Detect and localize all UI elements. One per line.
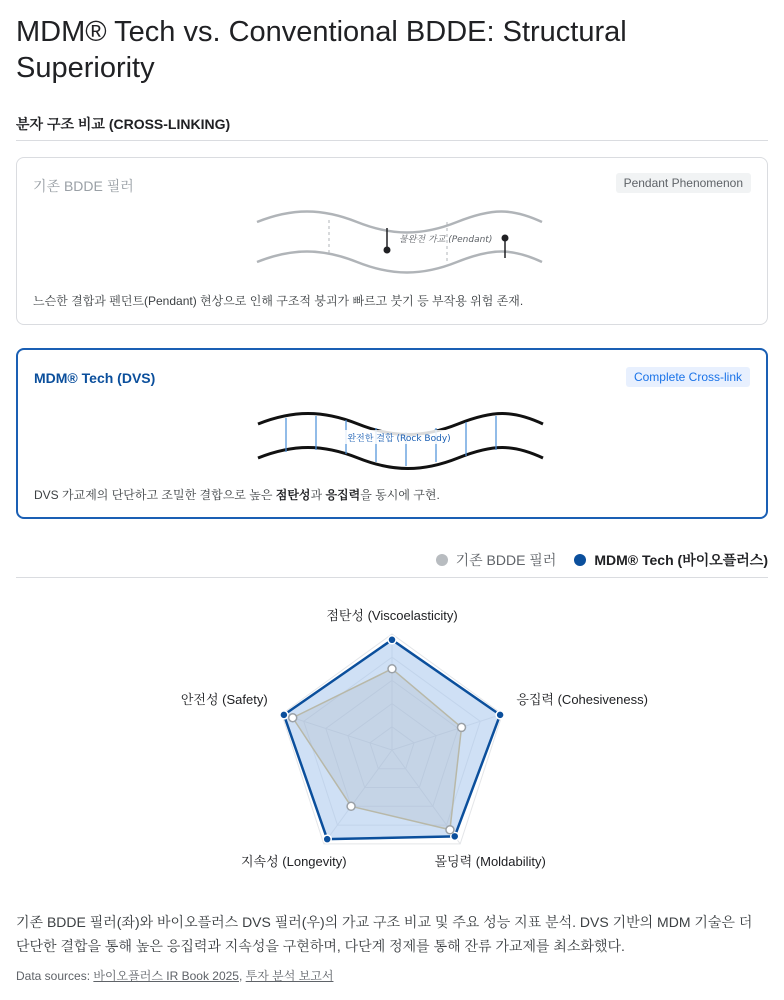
conventional-card bbox=[16, 157, 768, 325]
radar-axis-label: 지속성 (Longevity) bbox=[241, 853, 347, 869]
pendant-badge: Pendant Phenomenon bbox=[616, 173, 751, 193]
mdm-card bbox=[16, 348, 768, 519]
section-title: 분자 구조 비교 (CROSS-LINKING) bbox=[16, 116, 231, 132]
mdm-diagram-label: 완전한 결합 (Rock Body) bbox=[347, 434, 451, 444]
mdm-chain-bottom bbox=[258, 448, 543, 469]
legend-item-mdm[interactable] bbox=[574, 550, 768, 570]
source-link-ir-book[interactable]: 바이오플러스 IR Book 2025 bbox=[93, 969, 239, 983]
legend-label-conventional: 기존 BDDE 필러 bbox=[455, 552, 557, 568]
conventional-description: 느슨한 결합과 펜던트(Pendant) 현상으로 인해 구조적 붕괴가 빠르고 붓기 등 부작용 위험 존재. bbox=[33, 294, 524, 308]
mdm-description: DVS 가교제의 단단하고 조밀한 결합으로 높은 점탄성과 응집력을 동시에 구현. bbox=[34, 488, 440, 502]
mdm-structure-diagram bbox=[248, 406, 548, 470]
conventional-chain-top bbox=[257, 212, 542, 233]
radar-point-conventional bbox=[388, 665, 396, 673]
radar-point-mdm bbox=[280, 711, 288, 719]
summary-text: 기존 BDDE 필러(좌)와 바이오플러스 DVS 필러(우)의 가교 구조 비교 및 주요 성능 지표 분석. DVS 기반의 MDM 기술은 더 단단한 결합을 통해 높은 응집력과 지속성을 구현하며, 다단계 정제를 통해 잔류 가교제를 최소화했다. bbox=[16, 914, 753, 954]
radar-point-mdm bbox=[388, 636, 396, 644]
crosslink-badge: Complete Cross-link bbox=[626, 367, 750, 387]
conventional-structure-diagram bbox=[247, 210, 547, 274]
radar-point-mdm bbox=[323, 835, 331, 843]
radar-point-conventional bbox=[458, 723, 466, 731]
mdm-card-title: MDM® Tech (DVS) bbox=[34, 370, 156, 386]
legend-dot-conventional bbox=[436, 554, 448, 566]
conventional-chain-bottom bbox=[257, 252, 542, 273]
pendant-end bbox=[502, 235, 509, 242]
conventional-card-title: 기존 BDDE 필러 bbox=[33, 178, 134, 194]
radar-axis-label: 점탄성 (Viscoelasticity) bbox=[326, 608, 458, 623]
data-sources: Data sources: 바이오플러스 IR Book 2025, 투자 분석 보고서 bbox=[16, 969, 334, 983]
chart-legend bbox=[424, 550, 768, 570]
radar-axis-label: 응집력 (Cohesiveness) bbox=[516, 692, 648, 708]
radar-point-mdm bbox=[496, 711, 504, 719]
legend-dot-mdm bbox=[574, 554, 586, 566]
pendant-end bbox=[384, 247, 391, 254]
source-link-report[interactable]: 투자 분석 보고서 bbox=[245, 969, 334, 983]
radar-axis-label: 안전성 (Safety) bbox=[180, 692, 268, 708]
page-title: MDM® Tech vs. Conventional BDDE: Structural Superiority bbox=[16, 16, 627, 84]
pendant-label: 불완전 가교 (Pendant) bbox=[399, 235, 493, 245]
chart-divider bbox=[16, 577, 768, 578]
radar-chart bbox=[0, 590, 784, 890]
highlight-cohesiveness: 응집력 bbox=[325, 488, 361, 502]
legend-label-mdm: MDM® Tech (바이오플러스) bbox=[594, 552, 768, 568]
legend-item-conventional[interactable] bbox=[436, 550, 557, 570]
radar-point-conventional bbox=[347, 802, 355, 810]
highlight-viscoelasticity: 점탄성 bbox=[275, 488, 311, 502]
radar-point-conventional bbox=[289, 714, 297, 722]
radar-axis-label: 몰딩력 (Moldability) bbox=[434, 853, 546, 869]
section-divider bbox=[16, 140, 768, 141]
radar-point-conventional bbox=[446, 826, 454, 834]
